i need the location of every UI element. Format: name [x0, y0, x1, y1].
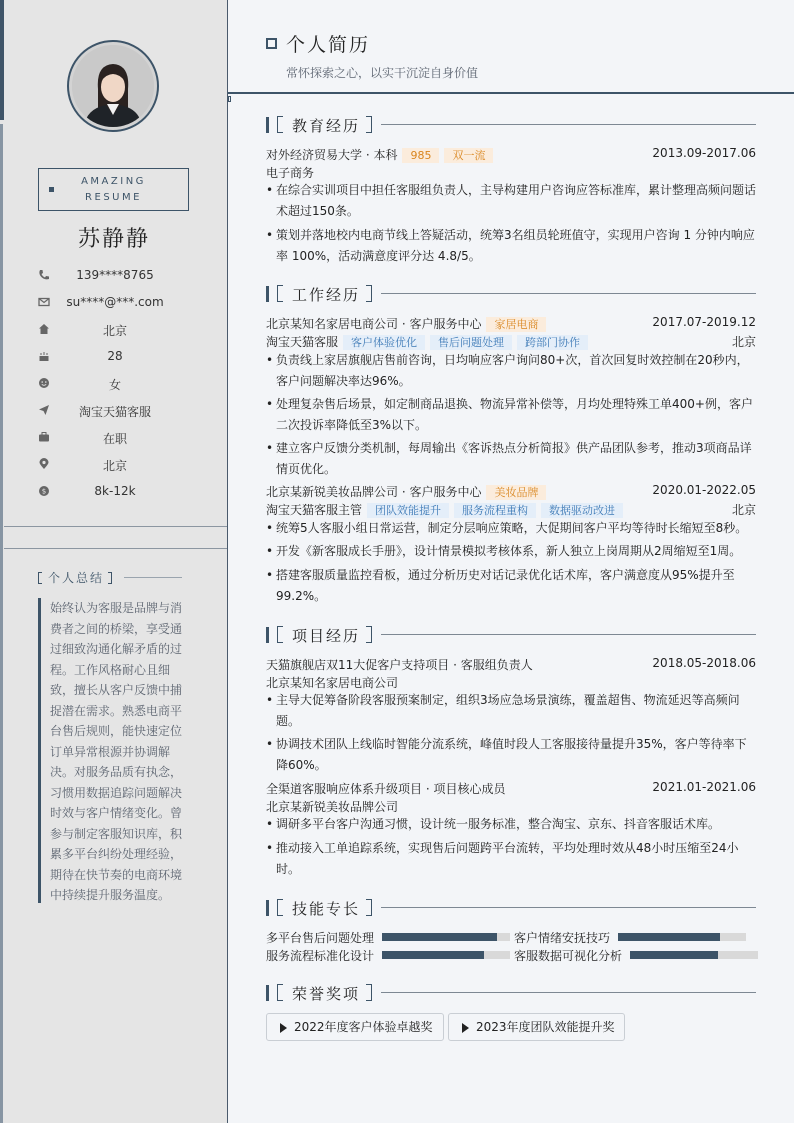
play-triangle-icon	[280, 1023, 287, 1033]
skill-label: 多平台售后问题处理	[266, 931, 375, 945]
info-text: 139****8765	[76, 268, 154, 282]
portrait-icon	[72, 45, 154, 127]
info-salary	[0, 482, 228, 502]
skill-bar-fill	[382, 933, 497, 941]
job-date: 2017.07-2019.12	[652, 315, 756, 329]
company-name: 北京某新锐美妆品牌公司 · 客户服务中心	[266, 485, 482, 499]
skill-label: 客户情绪安抚技巧	[514, 931, 611, 945]
school-name: 对外经济贸易大学 · 本科	[266, 148, 398, 162]
skill-bar-fill	[630, 951, 718, 959]
list-item: • 负责线上家居旗舰店售前咨询，日均响应客户询问80+次，首次回复时效控制在20秒内，客户问题解决率达96%。	[266, 350, 756, 391]
info-text: su****@***.com	[66, 295, 164, 309]
list-item: • 处理复杂售后场景，如定制商品退换、物流异常补偿等，月均处理特殊工单400+例，客户二次投诉率降低至3%以下。	[266, 394, 756, 435]
info-text: 在职	[102, 432, 127, 446]
project-org-row	[266, 798, 756, 814]
major-row	[266, 164, 756, 180]
section-education-heading	[266, 116, 756, 134]
tag-double-first-class: 双一流	[444, 148, 493, 163]
education-date: 2013.09-2017.06	[652, 146, 756, 160]
skill-tag: 售后问题处理	[430, 335, 512, 350]
section-title: 技能专长	[292, 900, 361, 918]
section-title: 教育经历	[292, 117, 361, 135]
info-home	[0, 320, 228, 340]
info-position	[0, 401, 228, 421]
header-marker	[228, 96, 231, 102]
section-skills-heading	[266, 899, 756, 917]
project-org-row	[266, 674, 756, 690]
list-item: • 开发《新客服成长手册》，设计情景模拟考核体系，新人独立上岗周期从2周缩短至1周。	[266, 541, 756, 562]
job-role: 淘宝天猫客服主管	[266, 503, 363, 517]
skill-bar-fill	[382, 951, 484, 959]
project-header-row	[266, 656, 756, 672]
info-city	[0, 455, 228, 475]
project-date: 2021.01-2021.06	[652, 780, 756, 794]
job-role-row	[266, 333, 756, 349]
project-name: 天猫旗舰店双11大促客户支持项目 · 客服组负责人	[266, 658, 533, 672]
list-item: • 推动接入工单追踪系统，实现售后问题跨平台流转，平均处理时效从48小时压缩至24小时。	[266, 838, 756, 879]
job-header-row	[266, 483, 756, 499]
project-name: 全渠道客服响应体系升级项目 · 项目核心成员	[266, 782, 506, 796]
skill-bar-fill	[618, 933, 720, 941]
project-header-row	[266, 780, 756, 796]
skill-bar	[630, 951, 758, 959]
sidebar-divider	[4, 526, 227, 527]
skill-bar	[618, 933, 746, 941]
project-org: 北京某知名家居电商公司	[266, 676, 399, 690]
project-date: 2018.05-2018.06	[652, 656, 756, 670]
list-item: • 策划并落地校内电商节线上答疑活动，统筹3名组员轮班值守，实现用户咨询 1 分钟内响应率 100%，活动满意度评分达 4.8/5。	[266, 225, 756, 266]
info-email	[0, 293, 228, 313]
badge-square-icon	[49, 187, 54, 192]
candidate-name: 苏静静	[77, 227, 150, 252]
list-item: • 协调技术团队上线临时智能分流系统，峰值时段人工客服接待量提升35%，客户等待率下降60%。	[266, 734, 756, 775]
play-triangle-icon	[462, 1023, 469, 1033]
skill-bar	[382, 951, 510, 959]
svg-text:$: $	[41, 487, 47, 496]
resume-badge	[38, 168, 189, 211]
major: 电子商务	[266, 166, 315, 180]
job-header-row	[266, 315, 756, 331]
job-date: 2020.01-2022.05	[652, 483, 756, 497]
section-awards-heading	[266, 984, 756, 1002]
job-role: 淘宝天猫客服	[266, 335, 339, 349]
award-label: 2023年度团队效能提升奖	[476, 1020, 615, 1034]
list-item: • 建立客户反馈分类机制，每周输出《客诉热点分析简报》供产品团队参考，推动3项商品详情页优化。	[266, 438, 756, 479]
section-title: 项目经历	[292, 627, 361, 645]
sidebar-divider	[4, 548, 227, 549]
page-title: 个人简历	[286, 34, 371, 56]
page-subtitle: 常怀探索之心，以实干沉淀自身价值	[286, 66, 479, 80]
info-age	[0, 347, 228, 367]
badge-line1: AMAZING	[81, 176, 146, 187]
list-item: • 搭建客服质量监控看板，通过分析历史对话记录优化话术库，客户满意度从95%提升至99.2%。	[266, 565, 756, 606]
industry-tag: 美妆品牌	[486, 485, 546, 500]
sidebar	[0, 0, 228, 1123]
section-projects-heading	[266, 626, 756, 644]
section-title: 工作经历	[292, 286, 361, 304]
info-text: 北京	[102, 459, 127, 473]
skill-label: 客服数据可视化分析	[514, 949, 623, 963]
skill-tag: 数据驱动改进	[541, 503, 623, 518]
badge-line2: RESUME	[85, 192, 142, 203]
sidebar-accent-bar	[0, 0, 4, 120]
info-text: 北京	[102, 324, 127, 338]
industry-tag: 家居电商	[486, 317, 546, 332]
job-city: 北京	[731, 503, 756, 517]
project-org: 北京某新锐美妆品牌公司	[266, 800, 399, 814]
summary-text: 始终认为客服是品牌与消费者之间的桥梁，享受通过细致沟通化解矛盾的过程。工作风格耐心且细致，擅长从客户反馈中捕捉潜在需求。熟悉电商平台售后规则，能快速定位订单异常根源并协调解决。对服务品质有执念，习惯用数据追踪问题解决时效与客户情绪变化。曾参与制定客服知识库，积累多平台纠纷处理经验，期待在快节奏的电商环境中持续提升服务温度。	[38, 598, 186, 903]
skill-label: 服务流程标准化设计	[266, 949, 375, 963]
list-item: • 调研多平台客户沟通习惯，设计统一服务标准，整合淘宝、京东、抖音客服话术库。	[266, 814, 756, 835]
job-role-row	[266, 501, 756, 517]
skill-tag: 跨部门协作	[517, 335, 588, 350]
header-rule	[228, 92, 794, 94]
award-chip	[448, 1013, 625, 1041]
info-gender	[0, 374, 228, 394]
info-text: 淘宝天猫客服	[78, 405, 151, 419]
skill-tag: 服务流程重构	[454, 503, 536, 518]
company-name: 北京某知名家居电商公司 · 客户服务中心	[266, 317, 482, 331]
info-text: 8k-12k	[94, 484, 136, 498]
skill-bar	[382, 933, 510, 941]
job-city: 北京	[731, 335, 756, 349]
tag-985: 985	[402, 148, 439, 163]
avatar	[67, 40, 159, 132]
list-item: • 统筹5人客服小组日常运营，制定分层响应策略，大促期间客户平均等待时长缩短至8秒。	[266, 518, 756, 539]
skill-tag: 客户体验优化	[343, 335, 425, 350]
skill-tag: 团队效能提升	[367, 503, 449, 518]
education-header-row	[266, 146, 756, 162]
section-title: 荣誉奖项	[292, 985, 361, 1003]
info-text: 女	[108, 378, 121, 392]
summary-heading	[38, 569, 112, 586]
info-text: 28	[107, 349, 123, 363]
title-square-icon	[266, 38, 277, 49]
info-status	[0, 428, 228, 448]
list-item: • 在综合实训项目中担任客服组负责人，主导构建用户咨询应答标准库，累计整理高频问题话术超过150条。	[266, 180, 756, 221]
award-label: 2022年度客户体验卓越奖	[294, 1020, 433, 1034]
info-phone	[0, 266, 228, 286]
section-work-heading	[266, 285, 756, 303]
award-chip	[266, 1013, 444, 1041]
list-item: • 主导大促筹备阶段客服预案制定，组织3场应急场景演练，覆盖超售、物流延迟等高频问题。	[266, 690, 756, 731]
summary-heading-rule	[124, 577, 182, 578]
summary-title: 个人总结	[48, 571, 105, 585]
